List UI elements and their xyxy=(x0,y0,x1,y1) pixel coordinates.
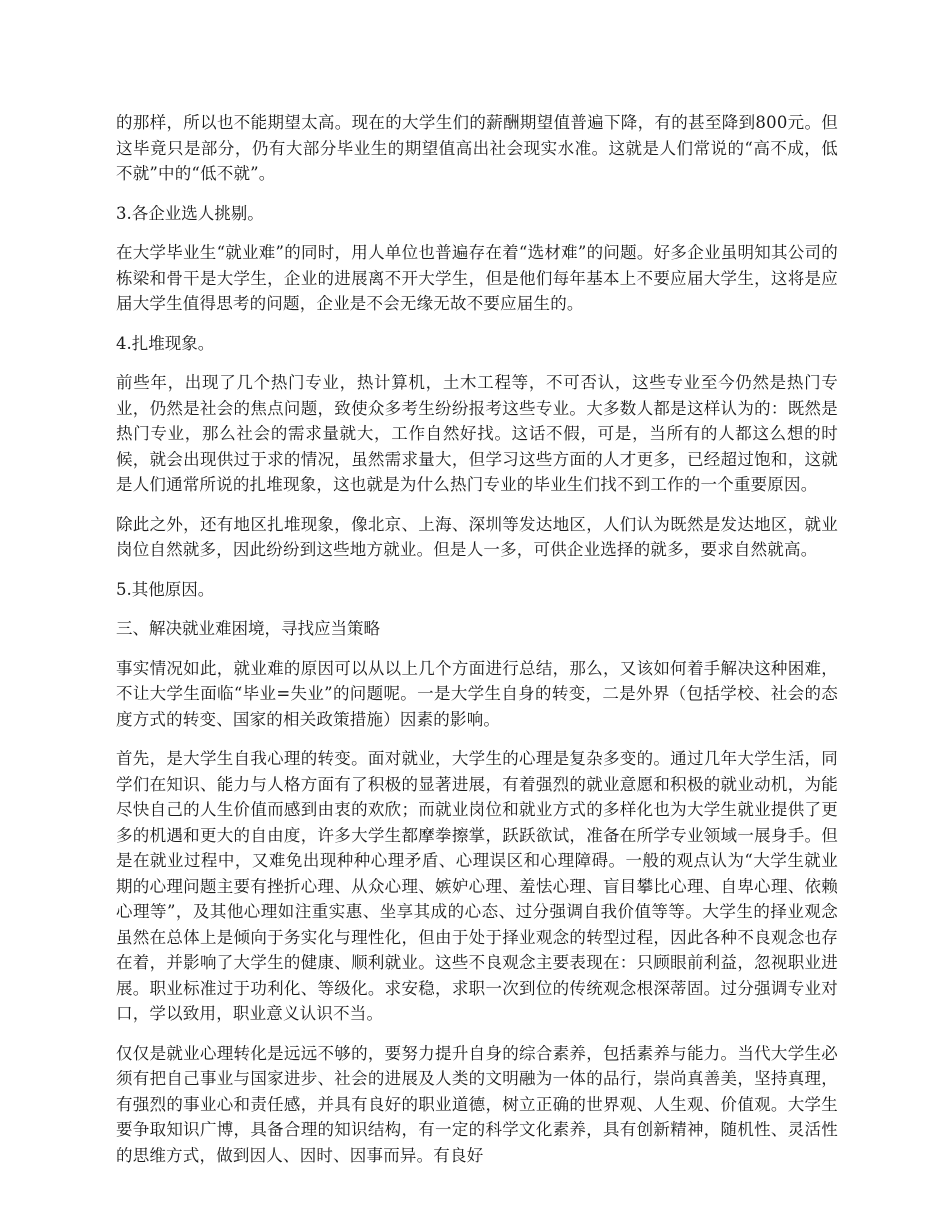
document-page xyxy=(116,110,838,1182)
paragraph-salary-expectations: 的那样，所以也不能期望太高。现在的大学生们的薪酬期望值普遍下降，有的甚至降到800元。但这毕竟只是部分，仍有大部分毕业生的期望值高出社会现实水准。这就是人们常说的“高不成，低不就”中的“低不就”。 xyxy=(116,113,838,183)
heading-section-three: 三、解决就业难困境，寻找应当策略 xyxy=(116,619,380,638)
heading-crowding: 4.扎堆现象。 xyxy=(116,333,215,353)
paragraph-psychological-shift: 首先，是大学生自我心理的转变。面对就业，大学生的心理是复杂多变的。通过几年大学生活，同学们在知识、能力与人格方面有了积极的显著进展，有着强烈的就业意愿和积极的就业动机，为能尽快自己的人生价值而感到由衷的欢欣；而就业岗位和就业方式的多样化也为大学生就业提供了更多的机遇和更大的自由度，许多大学生都摩拳擦掌，跃跃欲试，准备在所学专业领域一展身手。但是在就业过程中，又难免出现种种心理矛盾、心理误区和心理障碍。一般的观点认为“大学生就业期的心理问题主要有挫折心理、从众心理、嫉妒心理、羞怯心理、盲目攀比心理、自卑心理、依赖心理等”，及其他心理如注重实惠、坐享其成的心态、过分强调自我价值等等。大学生的择业观念虽然在总体上是倾向于务实化与理性化，但由于处于择业观念的转型过程，因此各种不良观念也存在着，并影响了大学生的健康、顺利就业。这些不良观念主要表现在：只顾眼前利益，忽视职业进展。职业标准过于功利化、等级化。求安稳，求职一次到位的传统观念根深蒂固。过分强调专业对口，学以致用，职业意义认识不当。 xyxy=(116,749,838,1023)
paragraph-solutions-intro: 事实情况如此，就业难的原因可以从以上几个方面进行总结，那么，又该如何着手解决这种困难，不让大学生面临“毕业=失业”的问题呢。一是大学生自身的转变，二是外界（包括学校、社会的态度方式的转变、国家的相关政策措施）因素的影响。 xyxy=(116,658,838,729)
heading-picky-employers: 3.各企业选人挑剔。 xyxy=(116,203,264,223)
heading-other-reasons: 5.其他原因。 xyxy=(116,579,215,599)
paragraph-hot-majors: 前些年，出现了几个热门专业，热计算机，土木工程等，不可否认，这些专业至今仍然是热门专业，仍然是社会的焦点问题，致使众多考生纷纷报考这些专业。大多数人都是这样认为的：既然是热门专业，那么社会的需求量就大，工作自然好找。这话不假，可是，当所有的人都这么想的时候，就会出现供过于求的情况，虽然需求量大，但学习这些方面的人才更多，已经超过饱和，这就是人们通常所说的扎堆现象，这也就是为什么热门专业的毕业生们找不到工作的一个重要原因。 xyxy=(116,373,838,494)
paragraph-comprehensive-quality: 仅仅是就业心理转化是远远不够的，要努力提升自身的综合素养，包括素养与能力。当代大学生必须有把自己事业与国家进步、社会的进展及人类的文明融为一体的品行，崇尚真善美，坚持真理，有强烈的事业心和责任感，并具有良好的职业道德，树立正确的世界观、人生观、价值观。大学生要争取知识广博，具备合理的知识结构，有一定的科学文化素养，具有创新精神，随机性、灵活性的思维方式，做到因人、因时、因事而异。有良好 xyxy=(116,1043,838,1165)
paragraph-regional-crowding: 除此之外，还有地区扎堆现象，像北京、上海、深圳等发达地区，人们认为既然是发达地区，就业岗位自然就多，因此纷纷到这些地方就业。但是人一多，可供企业选择的就多，要求自然就高。 xyxy=(116,514,838,559)
paragraph-picky-employers: 在大学毕业生“就业难”的同时，用人单位也普遍存在着“选材难”的问题。好多企业虽明知其公司的栋梁和骨干是大学生，企业的进展离不开大学生，但是他们每年基本上不要应届大学生，这将是应届大学生值得思考的问题，企业是不会无缘无故不要应届生的。 xyxy=(116,243,838,313)
